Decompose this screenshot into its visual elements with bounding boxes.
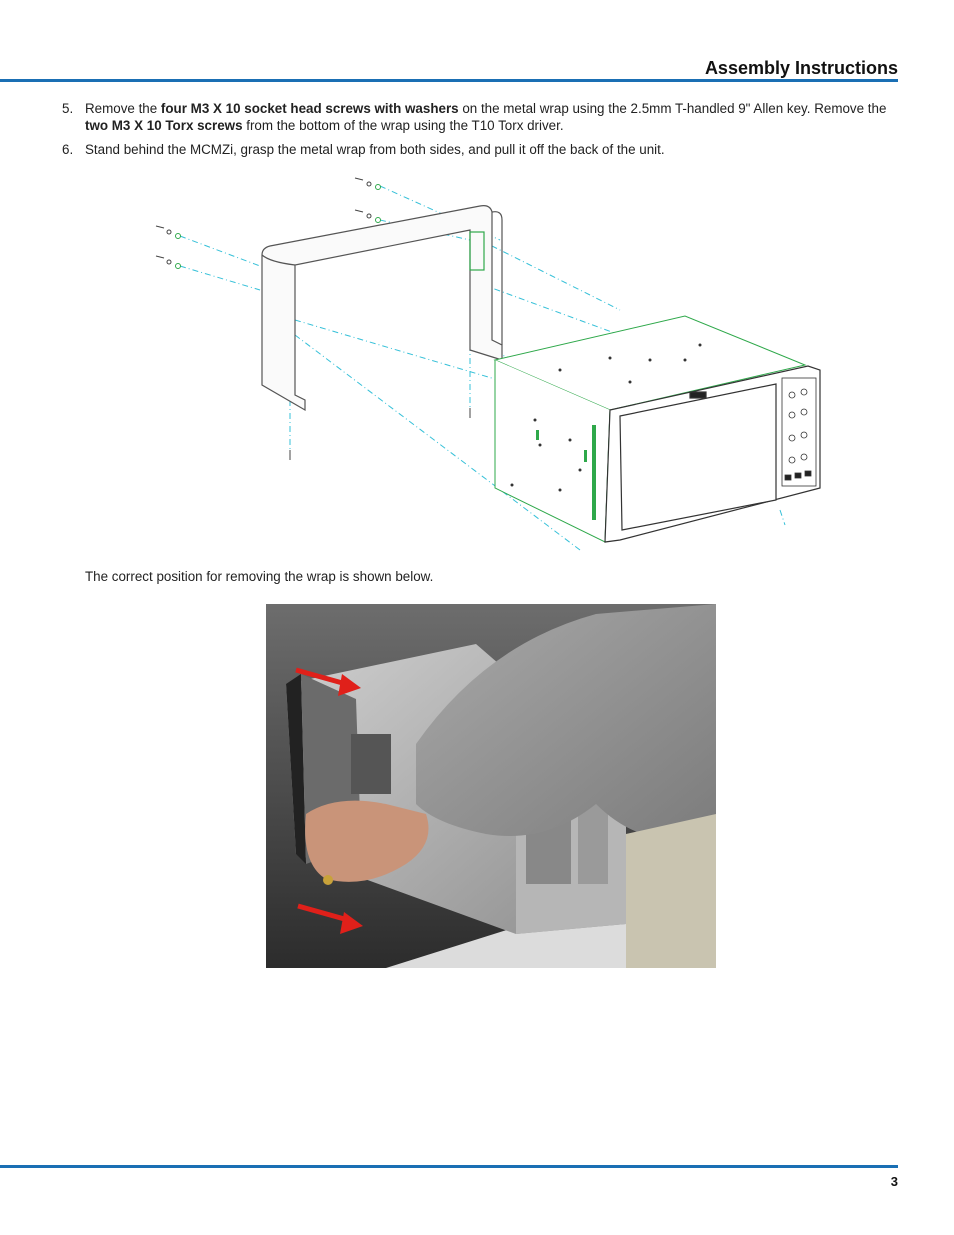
step-text: Stand behind the MCMZi, grasp the metal wrap from both sides, and pull it off the back of the unit. <box>85 142 665 157</box>
metal-wrap <box>262 206 502 410</box>
screw-icon <box>355 210 381 223</box>
step-text-bold: four M3 X 10 socket head screws with washers <box>160 101 459 116</box>
step-text-part: on the metal wrap using the 2.5mm T-handled 9" Allen key. Remove the <box>458 101 887 116</box>
page-header-title: Assembly Instructions <box>704 58 898 78</box>
step-6 <box>62 142 892 159</box>
screw-icon <box>355 178 381 190</box>
footer-rule <box>0 1165 898 1168</box>
step-text-part: Remove the <box>85 101 161 116</box>
step-text <box>85 101 892 134</box>
ring <box>323 875 333 885</box>
step-number: 6. <box>62 142 74 157</box>
instruction-steps <box>62 101 892 167</box>
wrap-removal-photo <box>266 604 716 968</box>
step-text-bold: two M3 X 10 Torx screws <box>85 117 243 133</box>
header-rule <box>0 79 898 82</box>
page-number: 3 <box>890 1174 898 1189</box>
step-5 <box>62 101 892 134</box>
step-text-part: from the bottom of the wrap using the T10 Torx driver. <box>242 117 564 133</box>
screw-icon <box>156 256 181 269</box>
exploded-wrap-diagram <box>140 170 830 555</box>
step-number: 5. <box>62 101 74 116</box>
screw-icon <box>156 226 181 239</box>
photo-caption: The correct position for removing the wrap is shown below. <box>85 569 434 584</box>
torso <box>626 814 716 968</box>
